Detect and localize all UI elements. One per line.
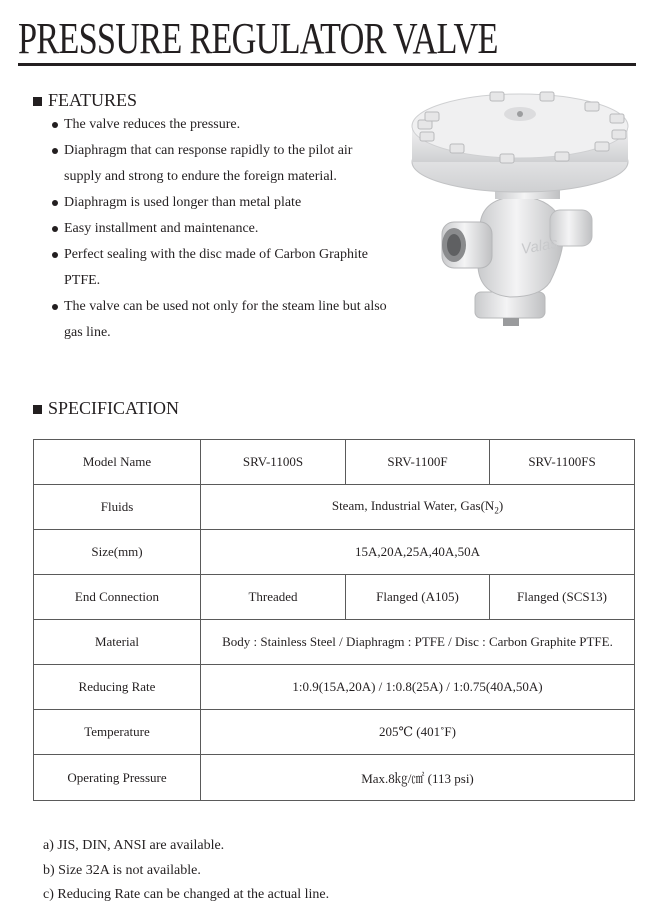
table-row-fluids xyxy=(34,485,635,530)
fluids-subscript: 2 xyxy=(494,505,499,516)
feature-text: Perfect sealing with the disc made of Carbon Graphite PTFE. xyxy=(64,247,369,288)
specification-heading xyxy=(33,397,179,419)
bullet-icon xyxy=(52,148,58,154)
feature-text: Easy installment and maintenance. xyxy=(64,221,259,236)
feature-item xyxy=(50,190,390,216)
bullet-icon xyxy=(52,200,58,206)
features-list xyxy=(50,112,390,346)
specification-table xyxy=(33,439,635,801)
bullet-icon xyxy=(52,252,58,258)
fluids-suffix: ) xyxy=(498,498,504,514)
feature-item xyxy=(50,242,390,294)
cell-value: 15A,20A,25A,40A,50A xyxy=(201,530,635,575)
specification-heading-text: SPECIFICATION xyxy=(48,398,180,418)
note-item: c) Reducing Rate can be changed at the actual line. xyxy=(43,887,330,902)
feature-item xyxy=(50,294,390,346)
row-label: Model Name xyxy=(34,440,201,485)
title-underline xyxy=(18,63,636,66)
bullet-icon xyxy=(52,304,58,310)
feature-item xyxy=(50,112,390,138)
row-label: Temperature xyxy=(34,710,201,755)
bullet-icon xyxy=(52,122,58,128)
table-row-reducing-rate xyxy=(34,665,635,710)
bullet-icon xyxy=(52,226,58,232)
feature-item xyxy=(50,216,390,242)
cell-value: SRV-1100FS xyxy=(490,440,635,485)
table-row-operating-pressure xyxy=(34,755,635,801)
feature-text: Diaphragm that can response rapidly to the pilot air supply and strong to endure the foreign material. xyxy=(64,143,353,184)
row-label: Operating Pressure xyxy=(34,755,201,801)
table-row-material xyxy=(34,620,635,665)
cell-value: 1:0.9(15A,20A) / 1:0.8(25A) / 1:0.75(40A,50A) xyxy=(201,665,635,710)
valve-brand-mark: Valas xyxy=(519,234,560,258)
table-row-end-connection xyxy=(34,575,635,620)
cell-value: Flanged (SCS13) xyxy=(490,575,635,620)
square-bullet-icon xyxy=(33,405,42,414)
feature-text: The valve can be used not only for the steam line but also gas line. xyxy=(64,299,387,340)
cell-value: Max.8㎏/㎠ (113 psi) xyxy=(201,755,635,801)
cell-value: Body : Stainless Steel / Diaphragm : PTFE / Disc : Carbon Graphite PTFE. xyxy=(201,620,635,665)
cell-value xyxy=(201,485,635,530)
note-item: a) JIS, DIN, ANSI are available. xyxy=(43,838,225,853)
cell-value: Flanged (A105) xyxy=(346,575,490,620)
row-label: Material xyxy=(34,620,201,665)
cell-value: 205℃ (401˚F) xyxy=(201,710,635,755)
row-label: End Connection xyxy=(34,575,201,620)
cell-value: Threaded xyxy=(201,575,346,620)
page-title: PRESSURE REGULATOR VALVE xyxy=(18,14,498,63)
table-row-temperature xyxy=(34,710,635,755)
table-row-model xyxy=(34,440,635,485)
feature-item xyxy=(50,138,390,190)
table-row-size xyxy=(34,530,635,575)
cell-value: SRV-1100S xyxy=(201,440,346,485)
cell-value: SRV-1100F xyxy=(346,440,490,485)
notes xyxy=(43,834,329,908)
fluids-text: Steam, Industrial Water, Gas(N xyxy=(331,498,495,514)
feature-text: Diaphragm is used longer than metal plate xyxy=(64,195,302,210)
valve-product-image xyxy=(400,82,650,338)
square-bullet-icon xyxy=(33,97,42,106)
row-label: Fluids xyxy=(34,485,201,530)
row-label: Reducing Rate xyxy=(34,665,201,710)
row-label: Size(mm) xyxy=(34,530,201,575)
features-heading-text: FEATURES xyxy=(48,90,138,110)
features-heading xyxy=(33,89,137,111)
feature-text: The valve reduces the pressure. xyxy=(64,117,241,132)
note-item: b) Size 32A is not available. xyxy=(43,862,201,878)
